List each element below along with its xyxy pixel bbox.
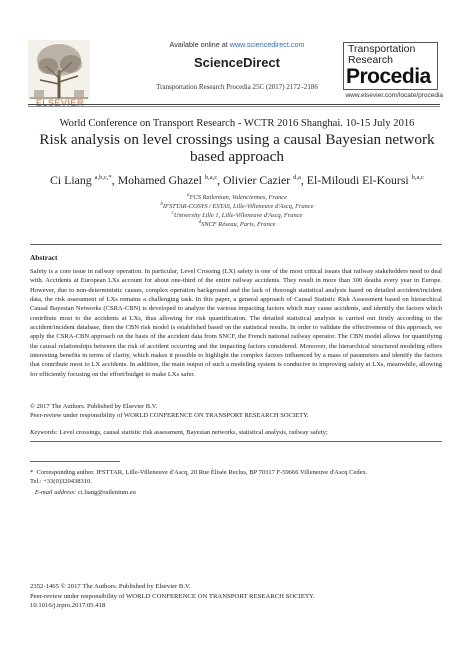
journal-reference: Transportation Research Procedia 25C (2017) 2172–2186 — [156, 83, 318, 91]
header-divider-secondary — [28, 106, 440, 107]
peer-review-line: Peer-review under responsibility of WORLD CONFERENCE ON TRANSPORT RESEARCH SOCIETY. — [30, 412, 309, 420]
email-line — [30, 489, 136, 496]
journal-title-box — [343, 42, 438, 90]
author — [118, 173, 223, 187]
copyright-line: © 2017 The Authors. Published by Elsevier B.V. — [30, 403, 158, 410]
author-separator: , — [111, 173, 118, 187]
elsevier-tree-logo-icon — [28, 40, 90, 100]
affiliation-text: SNCF Réseau, Paris, France — [201, 221, 276, 229]
footnote-divider — [30, 461, 120, 462]
footer-peer-review-line: Peer-review under responsibility of WORLD CONFERENCE ON TRANSPORT RESEARCH SOCIETY. — [30, 592, 315, 600]
author — [223, 173, 307, 187]
keywords-label: Keywords: — [30, 429, 58, 436]
telephone: Tel.: +33(0)320438310. — [30, 478, 92, 486]
journal-title-line-3: Procedia — [346, 65, 431, 88]
affiliation-text: IFSTTAR-COSYS / ESTAS, Lille-Villeneuve d'Ascq, France — [162, 203, 314, 211]
affiliation-marker: a — [187, 193, 190, 198]
footnote-marker: * — [30, 469, 34, 476]
corresponding-author-footnote — [30, 468, 442, 487]
author-affiliation-marker: a,b,c,* — [94, 174, 112, 182]
publisher-wordmark: ELSEVIER — [35, 98, 85, 108]
abstract-body: Safety is a core issue in railway operation. In particular, Level Crossing (LX) safety is one of the most critical issues that railway stakeholders need to deal with. Accidents at European LXs account for about one-third of the entire railway accidents. They result in more than 300 deaths every year in Europe. However, due to non-deterministic causes, complex operation background and the lack of thorough statistical analysis based on detailed accident/incident data, the risk assessment of LXs remains a challenging task. In this paper, a general approach of Causal Statistic Risk Assessment based on hierarchical Causal Bayesian Networks (CSRA-CBN) is developed to analyze the various impacting factors which may cause accidents, and identify the factors which contribute most to the accidents at LXs, thus allowing for risk quantification. The detailed statistical analysis is carried out firstly according to the accident/incident database, then the CBN risk model is established based on the statistical results. In order to validate the effectiveness of this approach, we apply the CSRA-CBN approach on the basis of the accident data from SNCF, the French national railway operator. The CBN model allows for quantifying the causal relationships between the risk of accident occurring and the impacting factors considered. Moreover, the hierarchical structured modeling offers interesting benefits in terms of clarity, which makes it possible to highlight the complex factors influenced by a mass of parameters and identify the factors that contribute most to LX accidents. In addition, the main output of such a modeling system is conducive to improving safety at LXs, meanwhile, allowing for efficiently focusing on the effort/budget to make LXs safer. — [30, 268, 442, 378]
issn-line: 2352-1465 © 2017 The Authors. Published by Elsevier B.V. — [30, 583, 191, 590]
corresponding-author-text: Corresponding author. IFSTTAR, Lille-Villeneuve d'Ascq, 20 Rue Élisée Reclus, BP 70317 F-59666 Villeneuve d'Ascq Cedex. — [36, 469, 368, 476]
author-affiliation-marker: d,a — [293, 174, 301, 182]
email-address-link[interactable]: ci.liang@railenium.eu — [77, 489, 136, 496]
paper-title: Risk analysis on level crossings using a causal Bayesian network based approach — [39, 131, 435, 165]
author-name: Olivier Cazier — [223, 173, 291, 187]
journal-title-line-1: Transportation — [348, 43, 416, 55]
affiliation-marker: b — [160, 202, 163, 207]
journal-title-line-2: Research — [348, 54, 393, 66]
email-label: E-mail address: — [34, 489, 77, 496]
author-affiliation-marker: b,a,c — [411, 174, 424, 182]
platform-name: ScienceDirect — [194, 55, 280, 70]
author — [307, 173, 424, 187]
doi-link[interactable]: 10.1016/j.trpro.2017.05.418 — [30, 602, 106, 610]
affiliation — [0, 193, 474, 201]
author-separator: , — [217, 173, 224, 187]
abstract-heading: Abstract — [30, 253, 58, 262]
abstract-divider — [30, 244, 442, 245]
conference-name: World Conference on Transport Research - WCTR 2016 Shanghai. 10-15 July 2016 — [59, 118, 415, 129]
keywords-divider — [30, 441, 442, 442]
author-affiliation-marker: b,a,c — [204, 174, 218, 182]
sciencedirect-link[interactable]: www.sciencedirect.com — [229, 40, 305, 49]
affiliation-marker: c — [171, 211, 174, 216]
affiliation-marker: d — [198, 220, 202, 225]
available-online-label: Available online at — [169, 40, 228, 49]
page-footer — [30, 582, 442, 611]
header-divider — [28, 104, 440, 105]
journal-url-link[interactable]: www.elsevier.com/locate/procedia — [345, 92, 443, 99]
keywords — [30, 429, 442, 436]
copyright-notice — [30, 402, 442, 421]
affiliation-text: FCS Railenium, Valenciennes, France — [189, 194, 287, 202]
affiliation — [0, 220, 474, 228]
author-separator: , — [300, 173, 307, 187]
keywords-list: Level crossings, causal statistic risk assessment, Bayesian networks, statistical analysis, railway safety; — [59, 429, 328, 436]
author — [50, 173, 118, 187]
author-list — [0, 173, 474, 188]
author-name: Mohamed Ghazel — [117, 173, 202, 187]
affiliation-text: University Lille 1, Lille-Villeneuve d'Ascq, France — [173, 212, 303, 220]
author-name: El-Miloudi El-Koursi — [306, 173, 409, 187]
author-name: Ci Liang — [50, 173, 92, 187]
affiliation — [0, 202, 474, 210]
affiliation — [0, 211, 474, 219]
